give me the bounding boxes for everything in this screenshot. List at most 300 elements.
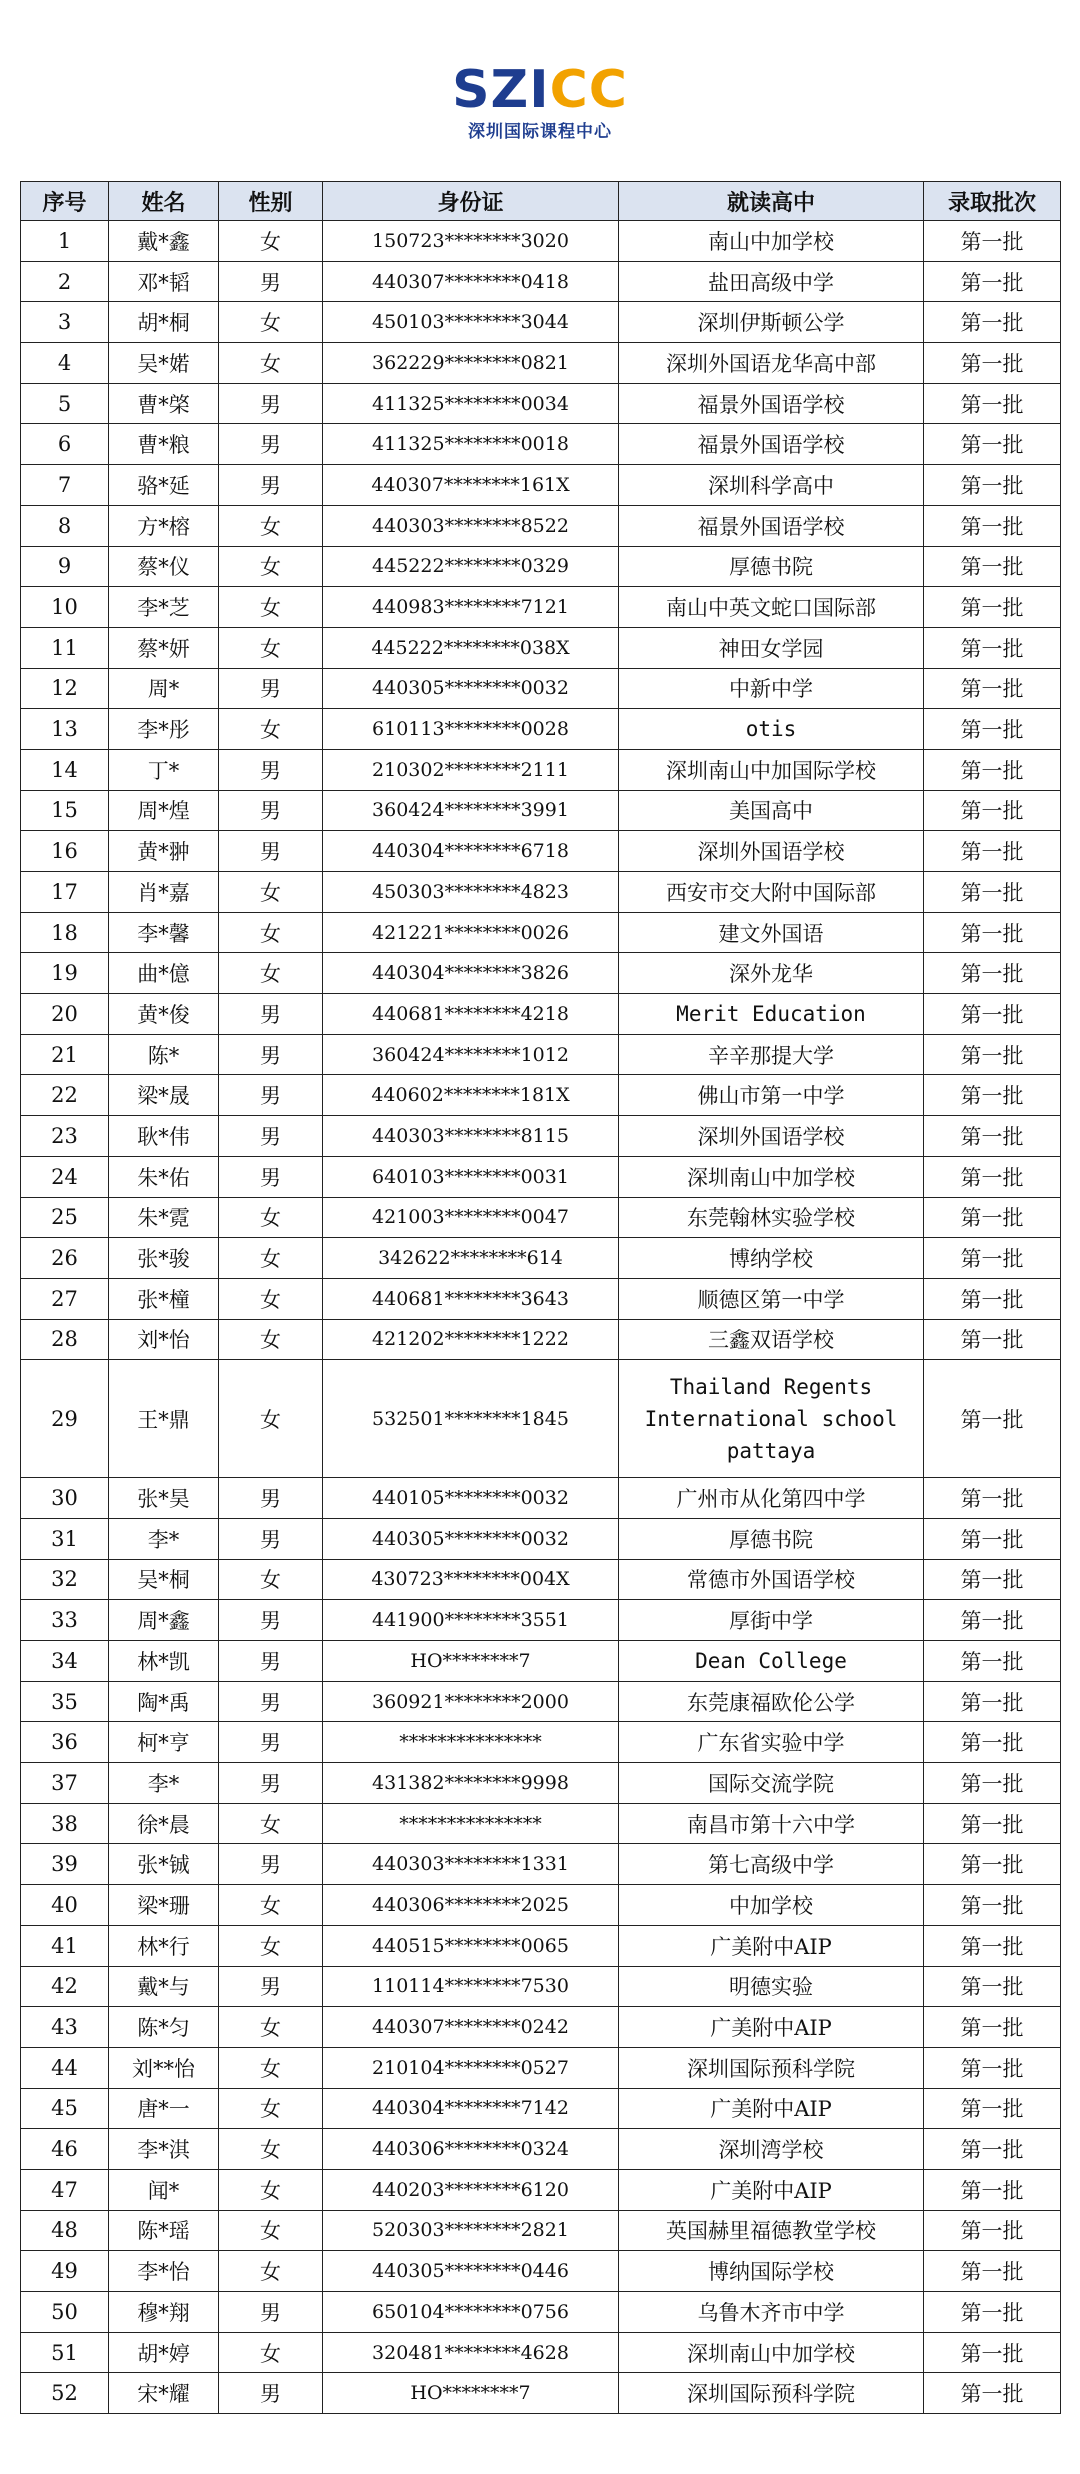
table-row — [21, 1116, 1061, 1157]
cell-name: 李* — [109, 1763, 219, 1804]
cell-batch: 第一批 — [924, 2088, 1061, 2129]
cell-gender: 女 — [219, 912, 323, 953]
cell-id-card: 440515********0065 — [323, 1925, 619, 1966]
cell-name: 曹*粮 — [109, 424, 219, 465]
cell-school: 福景外国语学校 — [619, 383, 924, 424]
table-row — [21, 465, 1061, 506]
table-row — [21, 2169, 1061, 2210]
cell-id-card: HO********7 — [323, 1641, 619, 1682]
cell-index: 3 — [21, 302, 109, 343]
cell-gender: 男 — [219, 1478, 323, 1519]
table-row — [21, 2373, 1061, 2414]
cell-gender: 男 — [219, 994, 323, 1035]
cell-index: 26 — [21, 1238, 109, 1279]
cell-gender: 女 — [219, 2088, 323, 2129]
cell-name: 唐*一 — [109, 2088, 219, 2129]
cell-id-card: 421003********0047 — [323, 1197, 619, 1238]
table-row — [21, 546, 1061, 587]
table-row — [21, 1197, 1061, 1238]
table-row — [21, 343, 1061, 384]
cell-index: 24 — [21, 1156, 109, 1197]
cell-batch: 第一批 — [924, 2332, 1061, 2373]
cell-index: 50 — [21, 2292, 109, 2333]
cell-index: 25 — [21, 1197, 109, 1238]
cell-id-card: 440306********2025 — [323, 1885, 619, 1926]
cell-batch: 第一批 — [924, 1966, 1061, 2007]
cell-index: 20 — [21, 994, 109, 1035]
cell-name: 张*铖 — [109, 1844, 219, 1885]
cell-index: 41 — [21, 1925, 109, 1966]
cell-school: 广州市从化第四中学 — [619, 1478, 924, 1519]
table-row — [21, 261, 1061, 302]
cell-index: 29 — [21, 1360, 109, 1478]
cell-gender: 男 — [219, 1075, 323, 1116]
table-row — [21, 994, 1061, 1035]
column-header-index: 序号 — [21, 182, 109, 221]
cell-school: 深圳外国语学校 — [619, 1116, 924, 1157]
cell-school: 中加学校 — [619, 1885, 924, 1926]
cell-id-card: 440307********0242 — [323, 2007, 619, 2048]
cell-name: 宋*耀 — [109, 2373, 219, 2414]
cell-gender: 女 — [219, 343, 323, 384]
cell-batch: 第一批 — [924, 953, 1061, 994]
cell-batch: 第一批 — [924, 709, 1061, 750]
cell-name: 周*煌 — [109, 790, 219, 831]
cell-gender: 女 — [219, 709, 323, 750]
cell-gender: 女 — [219, 1197, 323, 1238]
cell-batch: 第一批 — [924, 261, 1061, 302]
cell-name: 曹*棨 — [109, 383, 219, 424]
cell-index: 48 — [21, 2210, 109, 2251]
cell-gender: 女 — [219, 1319, 323, 1360]
cell-index: 16 — [21, 831, 109, 872]
logo-text-b: CC — [549, 60, 628, 120]
cell-index: 9 — [21, 546, 109, 587]
cell-name: 戴*鑫 — [109, 221, 219, 262]
cell-school: 英国赫里福德教堂学校 — [619, 2210, 924, 2251]
cell-name: 刘**怡 — [109, 2047, 219, 2088]
cell-id-card: 440304********6718 — [323, 831, 619, 872]
cell-batch: 第一批 — [924, 1518, 1061, 1559]
cell-id-card: 440983********7121 — [323, 587, 619, 628]
cell-gender: 男 — [219, 1034, 323, 1075]
cell-gender: 女 — [219, 1278, 323, 1319]
cell-id-card: 450103********3044 — [323, 302, 619, 343]
cell-gender: 女 — [219, 872, 323, 913]
cell-name: 李*芝 — [109, 587, 219, 628]
cell-batch: 第一批 — [924, 1360, 1061, 1478]
cell-index: 32 — [21, 1559, 109, 1600]
cell-batch: 第一批 — [924, 1803, 1061, 1844]
cell-batch: 第一批 — [924, 831, 1061, 872]
cell-batch: 第一批 — [924, 1278, 1061, 1319]
table-row — [21, 831, 1061, 872]
admission-table — [20, 181, 1061, 2414]
column-header-id-card: 身份证 — [323, 182, 619, 221]
cell-school: 乌鲁木齐市中学 — [619, 2292, 924, 2333]
cell-index: 21 — [21, 1034, 109, 1075]
cell-school: 建文外国语 — [619, 912, 924, 953]
cell-gender: 男 — [219, 465, 323, 506]
cell-id-card: 650104********0756 — [323, 2292, 619, 2333]
cell-batch: 第一批 — [924, 2129, 1061, 2170]
cell-name: 黄*翀 — [109, 831, 219, 872]
cell-batch: 第一批 — [924, 749, 1061, 790]
cell-name: 李*淇 — [109, 2129, 219, 2170]
cell-name: 戴*与 — [109, 1966, 219, 2007]
cell-id-card: 342622********614 — [323, 1238, 619, 1279]
table-row — [21, 1360, 1061, 1478]
cell-gender: 女 — [219, 1238, 323, 1279]
table-row — [21, 1885, 1061, 1926]
table-row — [21, 2292, 1061, 2333]
cell-index: 17 — [21, 872, 109, 913]
cell-index: 45 — [21, 2088, 109, 2129]
cell-name: 黄*俊 — [109, 994, 219, 1035]
cell-school: 深圳国际预科学院 — [619, 2047, 924, 2088]
cell-school: Merit Education — [619, 994, 924, 1035]
table-row — [21, 668, 1061, 709]
cell-gender: 女 — [219, 2210, 323, 2251]
cell-gender: 男 — [219, 1763, 323, 1804]
cell-school: 常德市外国语学校 — [619, 1559, 924, 1600]
table-body — [21, 221, 1061, 2414]
cell-id-card: 362229********0821 — [323, 343, 619, 384]
cell-gender: 女 — [219, 2251, 323, 2292]
cell-batch: 第一批 — [924, 383, 1061, 424]
cell-gender: 女 — [219, 2332, 323, 2373]
cell-batch: 第一批 — [924, 1722, 1061, 1763]
cell-index: 38 — [21, 1803, 109, 1844]
cell-index: 22 — [21, 1075, 109, 1116]
cell-batch: 第一批 — [924, 1641, 1061, 1682]
cell-gender: 女 — [219, 587, 323, 628]
cell-batch: 第一批 — [924, 1156, 1061, 1197]
cell-name: 陈*匀 — [109, 2007, 219, 2048]
cell-batch: 第一批 — [924, 1559, 1061, 1600]
table-row — [21, 1075, 1061, 1116]
cell-gender: 男 — [219, 749, 323, 790]
cell-name: 肖*嘉 — [109, 872, 219, 913]
cell-gender: 男 — [219, 2373, 323, 2414]
cell-school: 深圳湾学校 — [619, 2129, 924, 2170]
cell-school: 南山中英文蛇口国际部 — [619, 587, 924, 628]
cell-id-card: 440304********7142 — [323, 2088, 619, 2129]
cell-index: 27 — [21, 1278, 109, 1319]
table-row — [21, 790, 1061, 831]
cell-id-card: 532501********1845 — [323, 1360, 619, 1478]
cell-name: 梁*珊 — [109, 1885, 219, 1926]
cell-id-card: 421202********1222 — [323, 1319, 619, 1360]
table-row — [21, 1722, 1061, 1763]
cell-school: 深圳南山中加学校 — [619, 2332, 924, 2373]
cell-batch: 第一批 — [924, 2169, 1061, 2210]
cell-batch: 第一批 — [924, 2251, 1061, 2292]
cell-batch: 第一批 — [924, 1238, 1061, 1279]
table-row — [21, 1559, 1061, 1600]
cell-batch: 第一批 — [924, 546, 1061, 587]
cell-name: 周* — [109, 668, 219, 709]
cell-index: 11 — [21, 627, 109, 668]
cell-gender: 男 — [219, 383, 323, 424]
cell-gender: 女 — [219, 2169, 323, 2210]
cell-index: 4 — [21, 343, 109, 384]
cell-id-card: 210302********2111 — [323, 749, 619, 790]
cell-school: 神田女学园 — [619, 627, 924, 668]
cell-batch: 第一批 — [924, 587, 1061, 628]
cell-school: Thailand Regents International school pattaya — [619, 1360, 924, 1478]
cell-name: 方*榕 — [109, 505, 219, 546]
table-row — [21, 872, 1061, 913]
cell-name: 李*彤 — [109, 709, 219, 750]
cell-index: 40 — [21, 1885, 109, 1926]
table-row — [21, 709, 1061, 750]
cell-school: 顺德区第一中学 — [619, 1278, 924, 1319]
cell-gender: 女 — [219, 1803, 323, 1844]
cell-batch: 第一批 — [924, 505, 1061, 546]
cell-school: 深圳南山中加国际学校 — [619, 749, 924, 790]
cell-school: 福景外国语学校 — [619, 505, 924, 546]
table-row — [21, 912, 1061, 953]
table-row — [21, 587, 1061, 628]
cell-index: 33 — [21, 1600, 109, 1641]
cell-id-card: 440306********0324 — [323, 2129, 619, 2170]
cell-index: 39 — [21, 1844, 109, 1885]
cell-gender: 男 — [219, 424, 323, 465]
cell-name: 曲*億 — [109, 953, 219, 994]
cell-gender: 男 — [219, 1681, 323, 1722]
column-header-school: 就读高中 — [619, 182, 924, 221]
cell-index: 7 — [21, 465, 109, 506]
cell-school: 中新中学 — [619, 668, 924, 709]
cell-id-card: 440303********8115 — [323, 1116, 619, 1157]
cell-name: 蔡*仪 — [109, 546, 219, 587]
cell-id-card: 440203********6120 — [323, 2169, 619, 2210]
cell-id-card: 440305********0446 — [323, 2251, 619, 2292]
cell-index: 35 — [21, 1681, 109, 1722]
cell-index: 15 — [21, 790, 109, 831]
table-row — [21, 1966, 1061, 2007]
table-row — [21, 1156, 1061, 1197]
cell-name: 张*昊 — [109, 1478, 219, 1519]
cell-name: 吴*婼 — [109, 343, 219, 384]
cell-id-card: 440303********1331 — [323, 1844, 619, 1885]
cell-index: 46 — [21, 2129, 109, 2170]
cell-name: 陈*瑶 — [109, 2210, 219, 2251]
cell-school: 深圳国际预科学院 — [619, 2373, 924, 2414]
cell-index: 34 — [21, 1641, 109, 1682]
cell-gender: 男 — [219, 790, 323, 831]
cell-index: 37 — [21, 1763, 109, 1804]
cell-gender: 男 — [219, 831, 323, 872]
cell-batch: 第一批 — [924, 790, 1061, 831]
cell-gender: 女 — [219, 2007, 323, 2048]
table-row — [21, 2332, 1061, 2373]
cell-name: 李* — [109, 1518, 219, 1559]
cell-id-card: 450303********4823 — [323, 872, 619, 913]
cell-id-card: 411325********0034 — [323, 383, 619, 424]
cell-index: 23 — [21, 1116, 109, 1157]
cell-school: otis — [619, 709, 924, 750]
cell-school: 广美附中AIP — [619, 2088, 924, 2129]
cell-id-card: 440307********0418 — [323, 261, 619, 302]
cell-name: 李*怡 — [109, 2251, 219, 2292]
table-row — [21, 1518, 1061, 1559]
cell-index: 51 — [21, 2332, 109, 2373]
cell-id-card: 440681********3643 — [323, 1278, 619, 1319]
cell-gender: 女 — [219, 221, 323, 262]
cell-id-card: 430723********004X — [323, 1559, 619, 1600]
cell-gender: 男 — [219, 1966, 323, 2007]
szicc-logo — [440, 60, 640, 150]
cell-batch: 第一批 — [924, 424, 1061, 465]
cell-gender: 男 — [219, 1600, 323, 1641]
cell-gender: 女 — [219, 2129, 323, 2170]
cell-id-card: 110114********7530 — [323, 1966, 619, 2007]
cell-school: 厚德书院 — [619, 546, 924, 587]
cell-school: 厚街中学 — [619, 1600, 924, 1641]
cell-name: 胡*婷 — [109, 2332, 219, 2373]
cell-name: 林*行 — [109, 1925, 219, 1966]
cell-batch: 第一批 — [924, 1681, 1061, 1722]
cell-batch: 第一批 — [924, 221, 1061, 262]
table-row — [21, 424, 1061, 465]
cell-name: 陈* — [109, 1034, 219, 1075]
cell-gender: 女 — [219, 2047, 323, 2088]
cell-gender: 男 — [219, 1844, 323, 1885]
cell-index: 31 — [21, 1518, 109, 1559]
cell-gender: 女 — [219, 1925, 323, 1966]
cell-id-card: 440602********181X — [323, 1075, 619, 1116]
cell-school: 广美附中AIP — [619, 1925, 924, 1966]
cell-name: 穆*翔 — [109, 2292, 219, 2333]
cell-batch: 第一批 — [924, 1600, 1061, 1641]
cell-index: 47 — [21, 2169, 109, 2210]
cell-id-card: 431382********9998 — [323, 1763, 619, 1804]
cell-school: 南昌市第十六中学 — [619, 1803, 924, 1844]
cell-gender: 女 — [219, 1885, 323, 1926]
cell-gender: 男 — [219, 1641, 323, 1682]
cell-school: 美国高中 — [619, 790, 924, 831]
table-row — [21, 1763, 1061, 1804]
cell-name: 耿*伟 — [109, 1116, 219, 1157]
cell-index: 43 — [21, 2007, 109, 2048]
cell-batch: 第一批 — [924, 1763, 1061, 1804]
cell-batch: 第一批 — [924, 2047, 1061, 2088]
cell-gender: 女 — [219, 953, 323, 994]
cell-id-card: 445222********038X — [323, 627, 619, 668]
table-row — [21, 2251, 1061, 2292]
cell-school: 广东省实验中学 — [619, 1722, 924, 1763]
cell-id-card: 320481********4628 — [323, 2332, 619, 2373]
cell-school: 深外龙华 — [619, 953, 924, 994]
cell-batch: 第一批 — [924, 2292, 1061, 2333]
cell-name: 柯*亨 — [109, 1722, 219, 1763]
cell-batch: 第一批 — [924, 465, 1061, 506]
column-header-batch: 录取批次 — [924, 182, 1061, 221]
cell-index: 6 — [21, 424, 109, 465]
table-row — [21, 749, 1061, 790]
cell-id-card: 440303********8522 — [323, 505, 619, 546]
table-row — [21, 1319, 1061, 1360]
cell-batch: 第一批 — [924, 668, 1061, 709]
cell-school: 广美附中AIP — [619, 2007, 924, 2048]
cell-school: 三鑫双语学校 — [619, 1319, 924, 1360]
cell-index: 18 — [21, 912, 109, 953]
cell-school: 辛辛那提大学 — [619, 1034, 924, 1075]
cell-gender: 女 — [219, 627, 323, 668]
cell-school: Dean College — [619, 1641, 924, 1682]
cell-name: 张*骏 — [109, 1238, 219, 1279]
cell-id-card: 610113********0028 — [323, 709, 619, 750]
cell-gender: 男 — [219, 1116, 323, 1157]
cell-gender: 男 — [219, 261, 323, 302]
cell-gender: 男 — [219, 1518, 323, 1559]
cell-name: 吴*桐 — [109, 1559, 219, 1600]
cell-batch: 第一批 — [924, 1844, 1061, 1885]
cell-name: 梁*晟 — [109, 1075, 219, 1116]
cell-id-card: *************** — [323, 1722, 619, 1763]
cell-school: 东莞翰林实验学校 — [619, 1197, 924, 1238]
column-header-name: 姓名 — [109, 182, 219, 221]
cell-name: 丁* — [109, 749, 219, 790]
cell-school: 东莞康福欧伦公学 — [619, 1681, 924, 1722]
table-row — [21, 2088, 1061, 2129]
cell-batch: 第一批 — [924, 343, 1061, 384]
cell-index: 28 — [21, 1319, 109, 1360]
cell-school: 南山中加学校 — [619, 221, 924, 262]
cell-id-card: 210104********0527 — [323, 2047, 619, 2088]
cell-school: 深圳伊斯顿公学 — [619, 302, 924, 343]
cell-name: 陶*禹 — [109, 1681, 219, 1722]
table-row — [21, 1600, 1061, 1641]
cell-gender: 男 — [219, 668, 323, 709]
cell-gender: 男 — [219, 2292, 323, 2333]
cell-gender: 女 — [219, 505, 323, 546]
cell-index: 49 — [21, 2251, 109, 2292]
cell-gender: 男 — [219, 1722, 323, 1763]
cell-batch: 第一批 — [924, 1116, 1061, 1157]
cell-id-card: 640103********0031 — [323, 1156, 619, 1197]
cell-batch: 第一批 — [924, 994, 1061, 1035]
cell-id-card: 440681********4218 — [323, 994, 619, 1035]
cell-school: 西安市交大附中国际部 — [619, 872, 924, 913]
table-row — [21, 953, 1061, 994]
cell-batch: 第一批 — [924, 1885, 1061, 1926]
column-header-gender: 性别 — [219, 182, 323, 221]
cell-id-card: 150723********3020 — [323, 221, 619, 262]
cell-name: 骆*延 — [109, 465, 219, 506]
cell-name: 闻* — [109, 2169, 219, 2210]
table-row — [21, 1034, 1061, 1075]
cell-name: 刘*怡 — [109, 1319, 219, 1360]
cell-batch: 第一批 — [924, 872, 1061, 913]
cell-id-card: 441900********3551 — [323, 1600, 619, 1641]
table-row — [21, 2007, 1061, 2048]
cell-batch: 第一批 — [924, 2373, 1061, 2414]
cell-index: 44 — [21, 2047, 109, 2088]
cell-id-card: 440305********0032 — [323, 1518, 619, 1559]
cell-school: 盐田高级中学 — [619, 261, 924, 302]
table-row — [21, 1238, 1061, 1279]
cell-name: 王*鼎 — [109, 1360, 219, 1478]
cell-id-card: 440304********3826 — [323, 953, 619, 994]
cell-index: 12 — [21, 668, 109, 709]
cell-id-card: 360921********2000 — [323, 1681, 619, 1722]
cell-batch: 第一批 — [924, 1478, 1061, 1519]
cell-batch: 第一批 — [924, 302, 1061, 343]
cell-school: 深圳科学高中 — [619, 465, 924, 506]
